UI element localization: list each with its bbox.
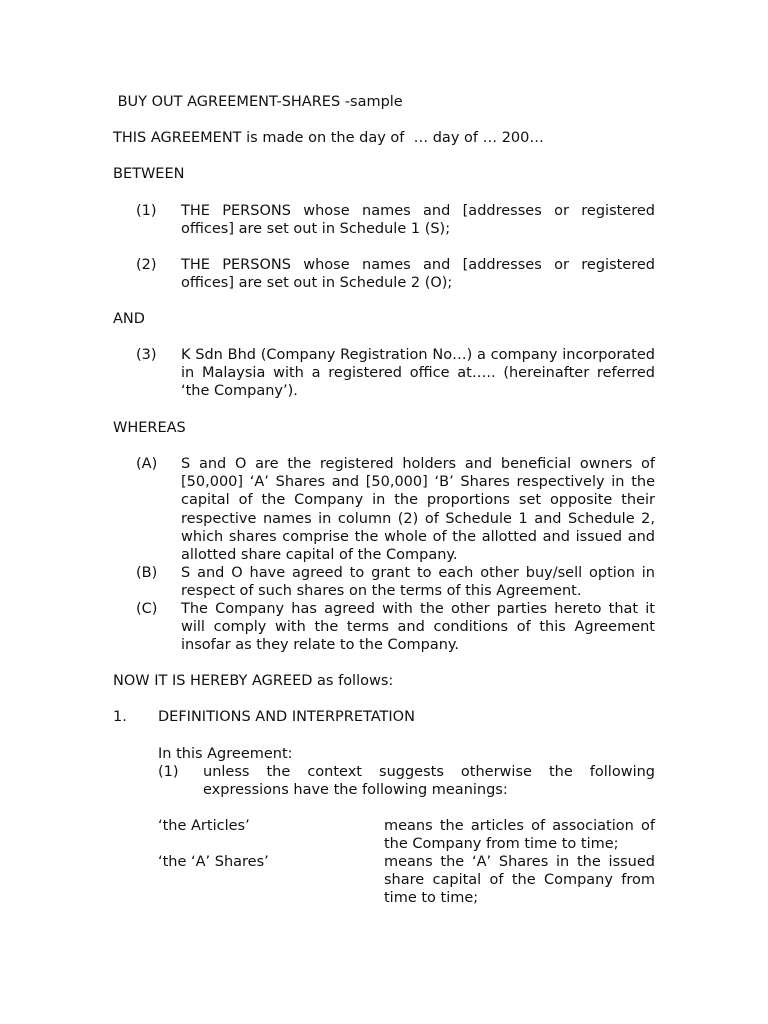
recital-text: S and O are the registered holders and beneficial owners of [50,000] ‘A’ Shares and [50,000] ‘B’ Shares respectively in the capital of the Company in the proportions set opposite their respective names in column (2) of Schedule 1 and Schedule 2, which shares comprise the whole of the allotted and issued and allotted share capital of the Company. xyxy=(181,456,655,564)
recital-letter: (A) xyxy=(136,456,158,472)
party-number: (1) xyxy=(136,203,157,219)
document-title: BUY OUT AGREEMENT-SHARES -sample xyxy=(113,94,403,110)
recital-text: S and O have agreed to grant to each other buy/sell option in respect of such shares on the terms of this Agreement. xyxy=(181,565,655,600)
recital-letter: (B) xyxy=(136,565,158,581)
party-text: THE PERSONS whose names and [addresses or registered offices] are set out in Schedule 2 (O); xyxy=(181,257,655,292)
definition-term: ‘the Articles’ xyxy=(158,818,250,834)
party-text: K Sdn Bhd (Company Registration No…) a company incorporated in Malaysia with a registered office at….. (hereinafter referred ‘the Company’). xyxy=(181,347,655,400)
definition-meaning: means the ‘A’ Shares in the issued share capital of the Company from time to time; xyxy=(384,854,655,907)
section-heading: DEFINITIONS AND INTERPRETATION xyxy=(158,709,415,725)
party-number: (2) xyxy=(136,257,157,273)
in-this-agreement: In this Agreement: xyxy=(158,746,293,762)
and-heading: AND xyxy=(113,311,145,327)
whereas-heading: WHEREAS xyxy=(113,420,186,436)
definition-meaning: means the articles of association of the Company from time to time; xyxy=(384,818,655,853)
recital-letter: (C) xyxy=(136,601,158,617)
clause-text: unless the context suggests otherwise the following expressions have the following meanings: xyxy=(203,764,655,799)
recital-text: The Company has agreed with the other parties hereto that it will comply with the terms and conditions of this Agreement insofar as they relate to the Company. xyxy=(181,601,655,654)
clause-number: (1) xyxy=(158,764,179,780)
agreed-statement: NOW IT IS HEREBY AGREED as follows: xyxy=(113,673,394,689)
section-number: 1. xyxy=(113,709,127,725)
party-number: (3) xyxy=(136,347,157,363)
definition-term: ‘the ‘A’ Shares’ xyxy=(158,854,269,870)
agreement-intro: THIS AGREEMENT is made on the day of … day of … 200… xyxy=(113,130,544,146)
party-text: THE PERSONS whose names and [addresses or registered offices] are set out in Schedule 1 (S); xyxy=(181,203,655,238)
between-heading: BETWEEN xyxy=(113,166,185,182)
